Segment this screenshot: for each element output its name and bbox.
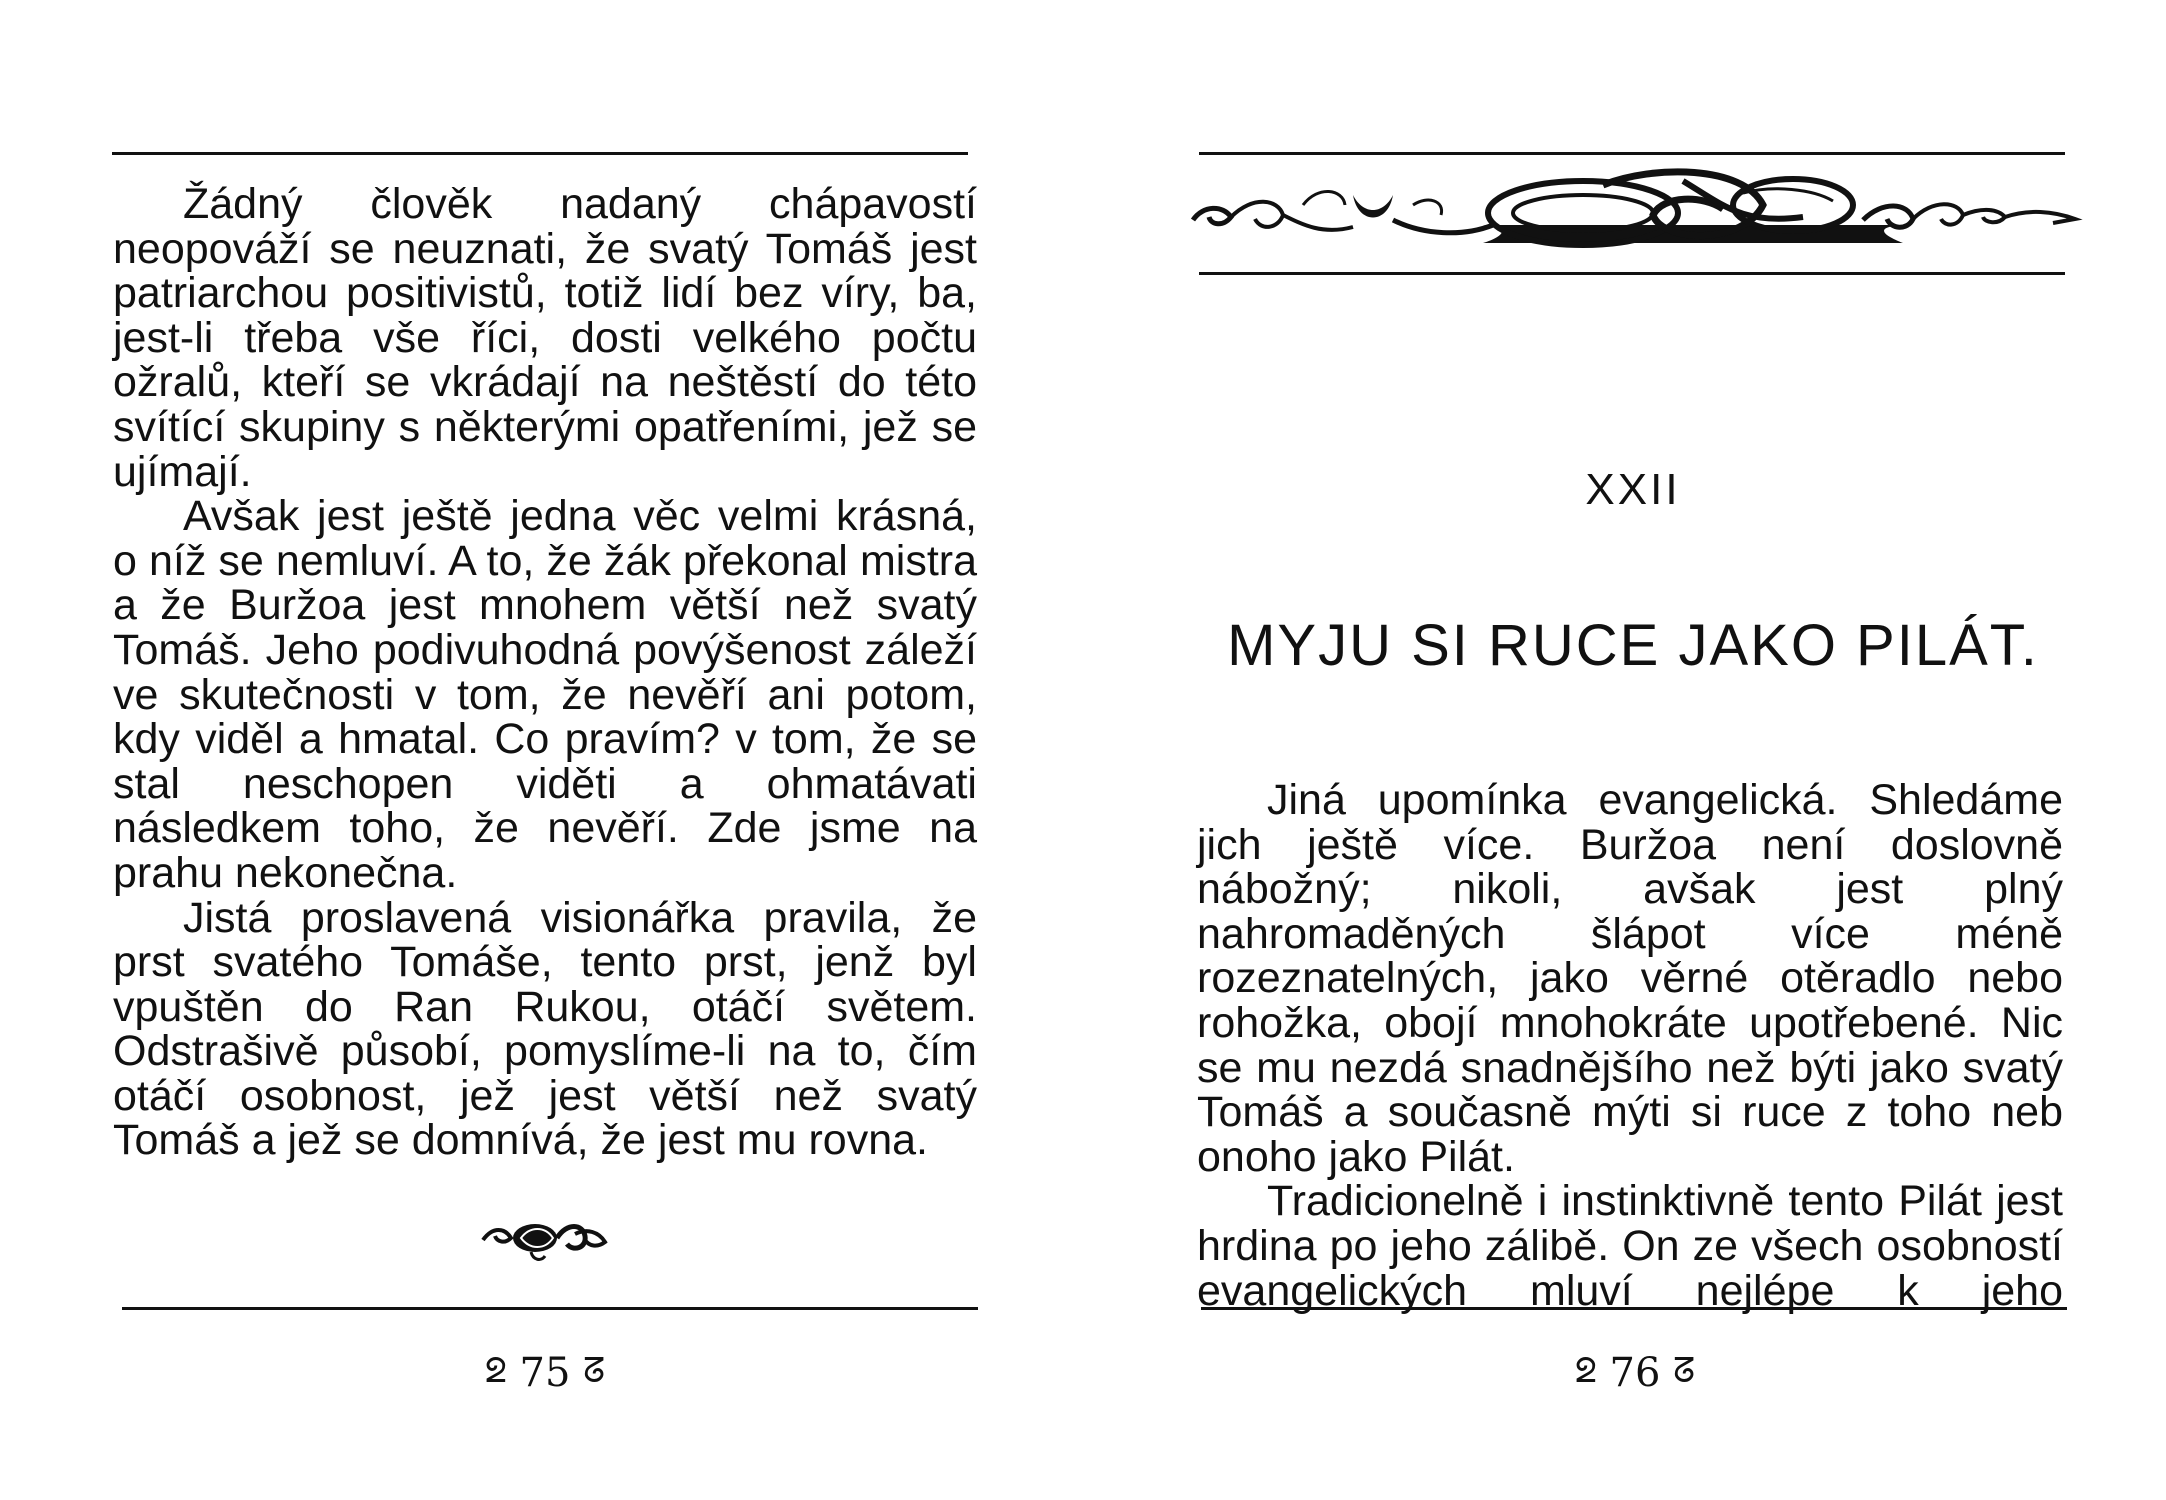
chapter-title: MYJU SI RUCE JAKO PILÁT.	[1227, 613, 2039, 678]
headpiece-ornament-icon	[1183, 165, 2083, 265]
right-page	[1083, 0, 2166, 1500]
tailpiece-ornament-icon	[475, 1208, 625, 1268]
header-rule	[1199, 272, 2065, 275]
folio-left-ornament-icon: ᘖ	[484, 1351, 507, 1391]
top-rule	[112, 152, 968, 155]
right-text-block	[1197, 778, 2063, 1313]
right-paragraph-2: Tradicionelně i instinktivně tento Pilát jest hrdina po jeho zálibě. On ze všech osobností evangelických mluví nejlépe k jeho	[1197, 1177, 2063, 1315]
page-number: 75	[519, 1350, 571, 1396]
folio	[395, 1350, 695, 1396]
page-number: 76	[1609, 1350, 1661, 1396]
left-paragraph-3: Jistá proslavená visionářka pravila, že prst svatého Tomáše, tento prst, jenž byl vpuštěn do Ran Rukou, otáčí světem. Odstrašivě působí, pomyslíme-li na to, čím otáčí osobnost, jež jest větší než svatý Tomáš a jež se domnívá, že jest mu rovna.	[113, 893, 977, 1165]
left-text-block	[113, 182, 977, 1163]
top-rule	[1199, 152, 2065, 155]
chapter-number: XXII	[1585, 465, 1681, 514]
folio-left-ornament-icon: ᘖ	[1574, 1351, 1597, 1391]
right-paragraph-1: Jiná upomínka evangelická. Shledáme jich ještě více. Buržoa není doslovně nábožný; nikoli, avšak jest plný nahromaděných šlápot více méně rozeznatelných, jako věrné otěradlo nebo rohožka, obojí mnohokráte upotřebené. Nic se mu nezdá snadnějšího než býti jako svatý Tomáš a současně mýti si ruce z toho neb onoho jako Pilát.	[1197, 776, 2063, 1181]
left-paragraph-1: Žádný člověk nadaný chápavostí neopováží se neuznati, že svatý Tomáš jest patriarchou positivistů, totiž lidí bez víry, ba, jest-li třeba vše říci, dosti velkého počtu ožralů, kteří se vkrádají na neštěstí do této svítící skupiny s některými opatřeními, jež se ujímají.	[113, 180, 977, 496]
folio-right-ornament-icon: ᘔ	[1673, 1351, 1696, 1391]
left-paragraph-2: Avšak jest ještě jedna věc velmi krásná, o níž se nemluví. A to, že žák překonal mistra a že Buržoa jest mnohem větší než svatý Tomáš. Jeho podivuhodná povýšenost záleží ve skutečnosti v tom, že nevěří ani potom, kdy viděl a hmatal. Co pravím? v tom, že se stal neschopen viděti a ohmatávati následkem toho, že nevěří. Zde jsme na prahu nekonečna.	[113, 492, 977, 897]
folio-right-ornament-icon: ᘔ	[583, 1351, 606, 1391]
bottom-rule	[122, 1307, 978, 1310]
bottom-rule	[1201, 1307, 2067, 1310]
folio	[1485, 1350, 1785, 1396]
